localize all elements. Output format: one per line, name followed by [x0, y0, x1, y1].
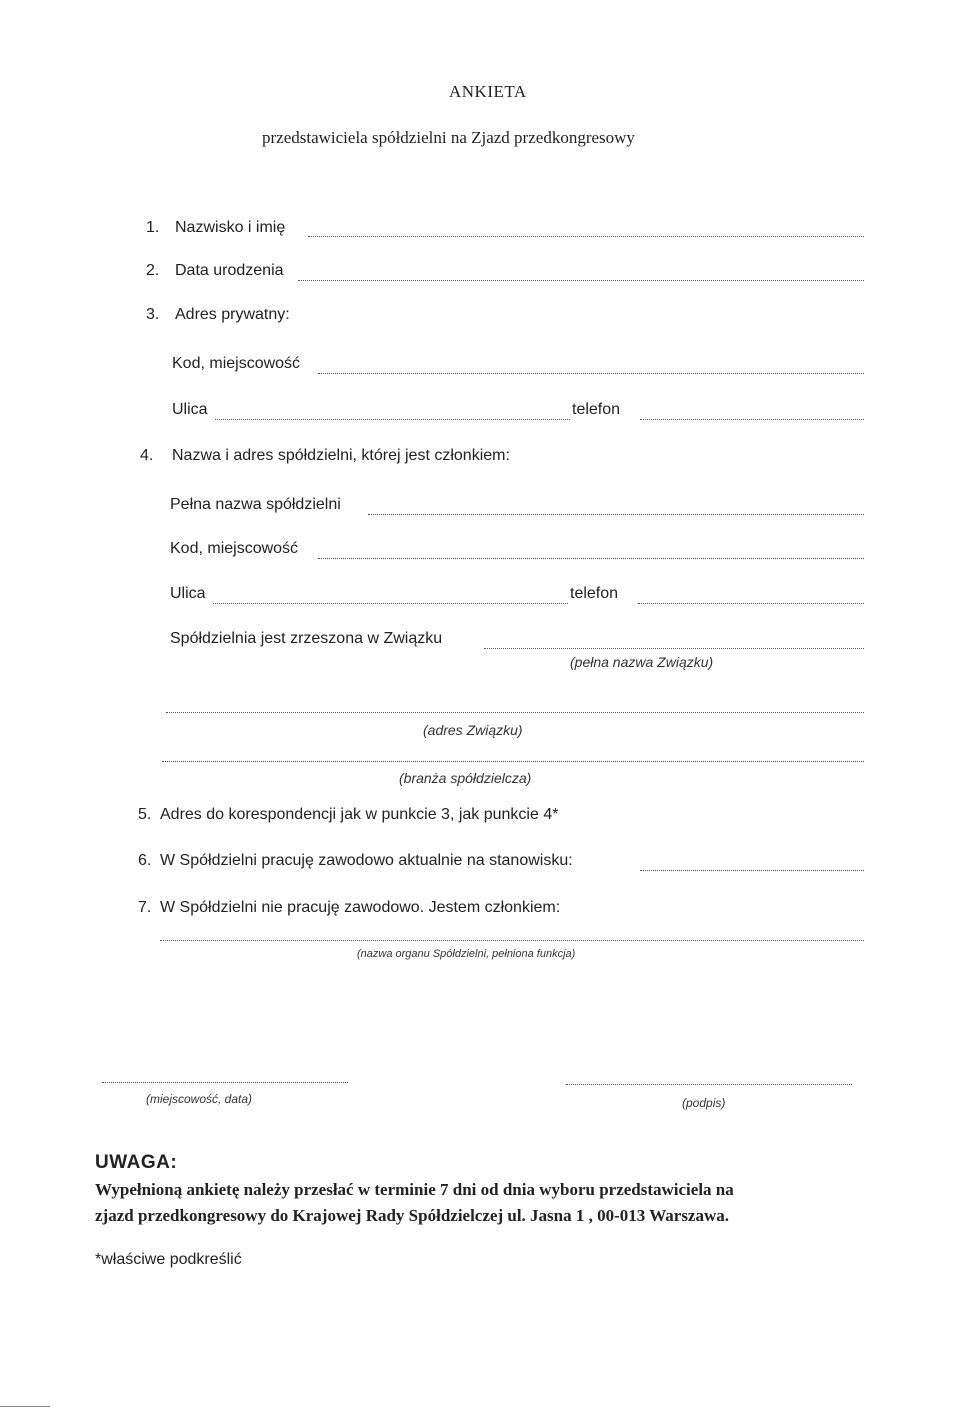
name-field[interactable] [308, 236, 864, 237]
item-4-number: 4. [140, 447, 154, 464]
signature-hint: (podpis) [682, 1096, 726, 1110]
coop-postcode-label: Kod, miejscowość [170, 540, 299, 557]
item-4-label: Nazwa i adres spółdzielni, której jest członkiem: [172, 447, 510, 464]
coop-postcode-field[interactable] [318, 558, 864, 559]
signature-field[interactable] [566, 1084, 852, 1085]
coop-street-field[interactable] [213, 603, 568, 604]
union-address-hint: (adres Związku) [423, 722, 523, 738]
item-1-number: 1. [146, 219, 160, 236]
union-name-field[interactable] [484, 648, 864, 649]
item-6-label: W Spółdzielni pracuję zawodowo aktualnie na stanowisku: [160, 852, 573, 869]
item-7-label: W Spółdzielni nie pracuję zawodowo. Jestem członkiem: [160, 899, 561, 916]
union-address-field[interactable] [166, 712, 864, 713]
private-postcode-field[interactable] [318, 373, 864, 374]
document-subtitle: przedstawiciela spółdzielni na Zjazd przedkongresowy [262, 128, 635, 147]
item-5-label: Adres do korespondencji jak w punkcie 3, jak punkcie 4* [160, 806, 559, 823]
item-5-number: 5. [138, 806, 152, 823]
item-2-number: 2. [146, 262, 160, 279]
union-branch-hint: (branża spółdzielcza) [399, 770, 532, 786]
coop-street-label: Ulica [170, 585, 206, 602]
member-organ-hint: (nazwa organu Spółdzielni, pełniona funkcja) [357, 948, 576, 960]
item-7-number: 7. [138, 899, 152, 916]
item-2-label: Data urodzenia [175, 262, 284, 279]
private-postcode-label: Kod, miejscowość [172, 355, 301, 372]
note-line-1: Wypełnioną ankietę należy przesłać w terminie 7 dni od dnia wyboru przedstawiciela na [95, 1180, 734, 1199]
note-line-2: zjazd przedkongresowy do Krajowej Rady Spółdzielczej ul. Jasna 1 , 00-013 Warszawa. [95, 1206, 730, 1225]
item-3-label: Adres prywatny: [175, 306, 290, 323]
position-field[interactable] [640, 870, 864, 871]
note-heading: UWAGA: [95, 1152, 178, 1173]
place-date-field[interactable] [102, 1082, 348, 1083]
footnote: *właściwe podkreślić [95, 1251, 242, 1268]
item-6-number: 6. [138, 852, 152, 869]
private-phone-field[interactable] [640, 419, 864, 420]
document-title: ANKIETA [449, 82, 527, 101]
member-organ-field[interactable] [160, 940, 864, 941]
coop-name-field[interactable] [368, 514, 864, 515]
private-street-label: Ulica [172, 401, 208, 418]
private-street-field[interactable] [215, 419, 570, 420]
coop-phone-field[interactable] [638, 603, 864, 604]
union-label: Spółdzielnia jest zrzeszona w Związku [170, 630, 443, 647]
coop-phone-label: telefon [570, 585, 619, 602]
item-3-number: 3. [146, 306, 160, 323]
union-branch-field[interactable] [162, 761, 864, 762]
item-1-label: Nazwisko i imię [175, 219, 286, 236]
page-edge-mark [0, 1406, 50, 1407]
coop-name-label: Pełna nazwa spółdzielni [170, 496, 341, 513]
union-name-hint: (pełna nazwa Związku) [570, 654, 714, 670]
place-date-hint: (miejscowość, data) [146, 1092, 253, 1106]
birthdate-field[interactable] [298, 280, 864, 281]
private-phone-label: telefon [572, 401, 621, 418]
